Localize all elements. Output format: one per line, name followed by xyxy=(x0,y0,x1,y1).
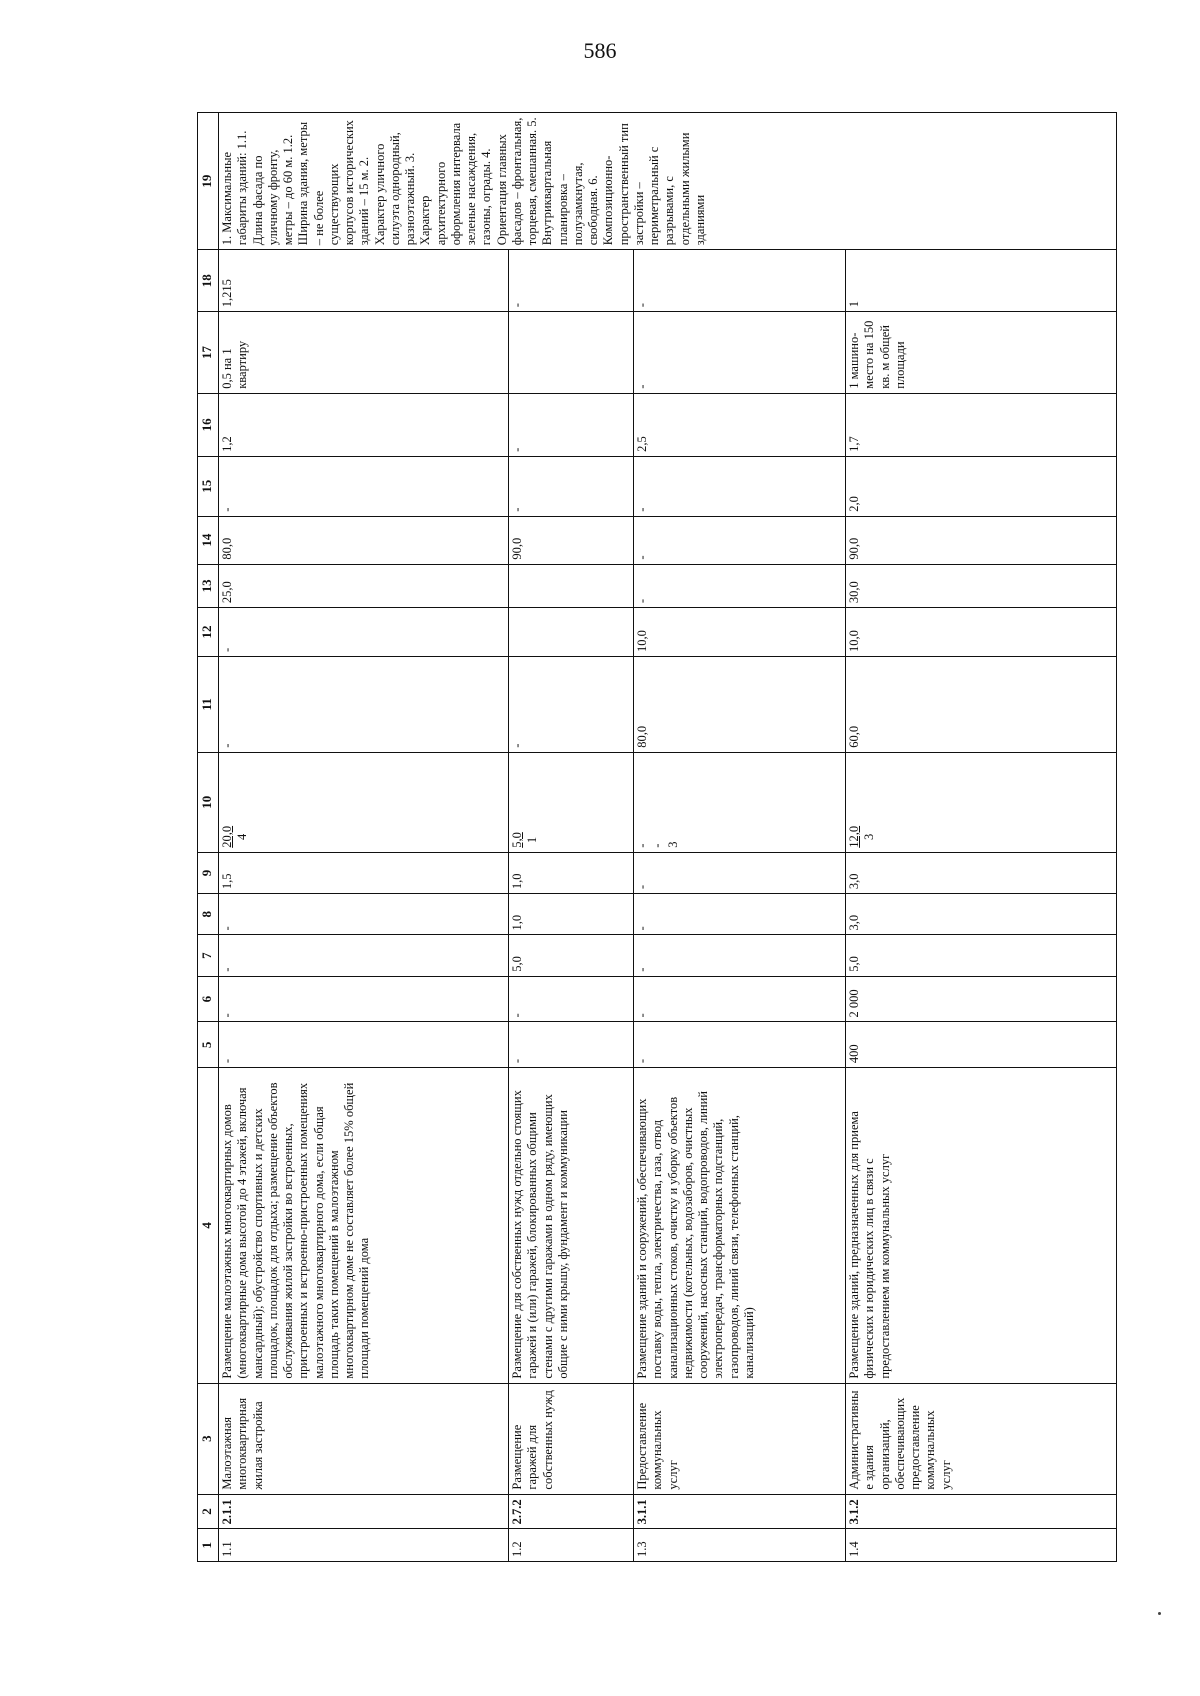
fraction xyxy=(510,832,541,848)
row-number: 1.2 xyxy=(509,1529,634,1562)
cell-c16: 1,2 xyxy=(219,393,509,456)
cell-c11: 60,0 xyxy=(846,657,1117,753)
row-number: 1.3 xyxy=(634,1529,846,1562)
cell-c6: - xyxy=(509,976,634,1022)
col-header: 9 xyxy=(198,852,219,893)
table-row xyxy=(634,113,846,1562)
cell-c5: 400 xyxy=(846,1022,1117,1068)
cell-c10 xyxy=(846,752,1117,852)
col-header: 3 xyxy=(198,1383,219,1494)
type-code: 3.1.2 xyxy=(846,1494,1117,1529)
cell-c10 xyxy=(634,752,846,852)
cell-c9: - xyxy=(634,852,846,893)
header-row xyxy=(198,113,219,1562)
fraction-numerator: 5,0 xyxy=(510,832,524,848)
rotated-table-container xyxy=(197,112,1117,1562)
cell-c7: - xyxy=(634,935,846,976)
cell-c9: 1,5 xyxy=(219,852,509,893)
col-header: 16 xyxy=(198,393,219,456)
cell-c10 xyxy=(219,752,509,852)
col-header: 10 xyxy=(198,752,219,852)
cell-c18: 1 xyxy=(846,250,1117,312)
row-number: 1.1 xyxy=(219,1529,509,1562)
cell-c10 xyxy=(509,752,634,852)
cell-c12: 10,0 xyxy=(846,608,1117,657)
cell-c13: - xyxy=(634,564,846,608)
cell-c10-line: - xyxy=(650,843,665,848)
cell-c17: 1 машино-место на 150 кв. м общей площади xyxy=(846,312,1117,394)
cell-c15: 2,0 xyxy=(846,456,1117,516)
col-header: 17 xyxy=(198,312,219,394)
cell-c17 xyxy=(509,312,634,394)
col-header: 4 xyxy=(198,1068,219,1383)
cell-c10-line: - xyxy=(635,843,649,848)
cell-c5: - xyxy=(509,1022,634,1068)
cell-c6: - xyxy=(219,976,509,1022)
cell-c12: - xyxy=(219,608,509,657)
cell-c13: 30,0 xyxy=(846,564,1117,608)
cell-c14: 80,0 xyxy=(219,516,509,564)
cell-c9: 3,0 xyxy=(846,852,1117,893)
cell-c18: 1,215 xyxy=(219,250,509,312)
use-type: Малоэтажная многоквартирная жилая застройка xyxy=(219,1383,509,1494)
cell-c18: - xyxy=(634,250,846,312)
cell-c11: - xyxy=(219,657,509,753)
cell-c7: - xyxy=(219,935,509,976)
use-description: Размещение зданий и сооружений, обеспечивающих поставку воды, тепла, электричества, газа, отвод канализационных стоков, очистку и уборку объектов недвижимости (котельных, водозаборов, очистных сооружений, насосных станций, водопроводов, линий электропередач, трансформаторных подстанций, газопроводов, линий связи, телефонных станций, канализаций) xyxy=(634,1068,846,1383)
col-header: 19 xyxy=(198,113,219,250)
cell-c14: - xyxy=(634,516,846,564)
cell-c18: - xyxy=(509,250,634,312)
col-header: 11 xyxy=(198,657,219,753)
cell-c14: 90,0 xyxy=(846,516,1117,564)
cell-c6: 2 000 xyxy=(846,976,1117,1022)
use-description: Размещение малоэтажных многоквартирных домов (многоквартирные дома высотой до 4 этажей, включая мансардный); обустройство спортивных и детских площадок, площадок для отдыха; размещение объектов обслуживания жилой застройки во встроенных, пристроенных и встроенно-пристроенных помещениях малоэтажного многоквартирного дома, если общая площадь таких помещений в малоэтажном многоквартирном доме не составляет более 15% общей площади помещений дома xyxy=(219,1068,509,1383)
cell-c8: - xyxy=(219,894,509,935)
row-number: 1.4 xyxy=(846,1529,1117,1562)
cell-c17: - xyxy=(634,312,846,394)
cell-c19-requirements: 1. Максимальные габариты зданий: 1.1. Длина фасада по уличному фронту, метры – до 60 м. 1.2. Ширина здания, метры – не более существующих корпусов исторических зданий – 15 м. 2. Характер уличного силуэта однородный, разноэтажный. 3. Характер архитектурного оформления интервала зеленые насаждения, газоны, ограды. 4. Ориентация главных фасадов – фронтальная, торцевая, смешанная. 5. Внутриквартальная планировка – полузамкнутая, свободная. 6. Композиционно-пространственный тип застройки – периметральный с разрывами, с отдельными жилыми зданиями xyxy=(219,113,1117,250)
cell-c15: - xyxy=(219,456,509,516)
fraction-denominator: 3 xyxy=(862,833,877,840)
cell-c16: 1,7 xyxy=(846,393,1117,456)
col-header: 14 xyxy=(198,516,219,564)
cell-c5: - xyxy=(219,1022,509,1068)
fraction-numerator: 20,0 xyxy=(220,825,234,848)
col-header: 7 xyxy=(198,935,219,976)
use-type: Предоставление коммунальных услуг xyxy=(634,1383,846,1494)
col-header: 5 xyxy=(198,1022,219,1068)
cell-c7: 5,0 xyxy=(509,935,634,976)
col-header: 18 xyxy=(198,250,219,312)
cell-c15: - xyxy=(634,456,846,516)
cell-c8: - xyxy=(634,894,846,935)
use-description: Размещение зданий, предназначенных для приема физических и юридических лиц в связи с предоставлением им коммунальных услуг xyxy=(846,1068,1117,1383)
cell-c17: 0,5 на 1 квартиру xyxy=(219,312,509,394)
use-description: Размещение для собственных нужд отдельно стоящих гаражей и (или) гаражей, блокированных общими стенами с другими гаражами в одном ряду, имеющих общие с ними крышу, фундамент и коммуникации xyxy=(509,1068,634,1383)
cell-c7: 5,0 xyxy=(846,935,1117,976)
col-header: 1 xyxy=(198,1529,219,1562)
use-type: Размещение гаражей для собственных нужд xyxy=(509,1383,634,1494)
cell-c10-line: 3 xyxy=(665,841,680,848)
cell-c8: 1,0 xyxy=(509,894,634,935)
table-row xyxy=(219,113,509,1562)
col-header: 13 xyxy=(198,564,219,608)
cell-c9: 1,0 xyxy=(509,852,634,893)
cell-c5: - xyxy=(634,1022,846,1068)
cell-c11: 80,0 xyxy=(634,657,846,753)
use-type: Административные здания организаций, обеспечивающих предоставление коммунальных услуг xyxy=(846,1383,1117,1494)
fraction-denominator: 1 xyxy=(525,836,540,844)
regulations-table xyxy=(197,112,1117,1562)
cell-c8: 3,0 xyxy=(846,894,1117,935)
cell-c11: - xyxy=(509,657,634,753)
col-header: 12 xyxy=(198,608,219,657)
col-header: 2 xyxy=(198,1494,219,1529)
fraction xyxy=(220,826,251,848)
type-code: 2.1.1 xyxy=(219,1494,509,1529)
cell-c15: - xyxy=(509,456,634,516)
col-header: 15 xyxy=(198,456,219,516)
cell-c14: 90,0 xyxy=(509,516,634,564)
cell-c13: 25,0 xyxy=(219,564,509,608)
cell-c16: - xyxy=(509,393,634,456)
fraction-numerator: 12,0 xyxy=(847,825,861,848)
cell-c13 xyxy=(509,564,634,608)
col-header: 6 xyxy=(198,976,219,1022)
fraction xyxy=(847,826,878,848)
page-number: 586 xyxy=(583,38,617,63)
cell-c12 xyxy=(509,608,634,657)
fraction-denominator: 4 xyxy=(235,833,250,840)
table-row xyxy=(846,113,1117,1562)
cell-c6: - xyxy=(634,976,846,1022)
scan-speck xyxy=(1158,1612,1161,1615)
type-code: 3.1.1 xyxy=(634,1494,846,1529)
cell-c16: 2,5 xyxy=(634,393,846,456)
table-row xyxy=(509,113,634,1562)
type-code: 2.7.2 xyxy=(509,1494,634,1529)
col-header: 8 xyxy=(198,894,219,935)
cell-c12: 10,0 xyxy=(634,608,846,657)
